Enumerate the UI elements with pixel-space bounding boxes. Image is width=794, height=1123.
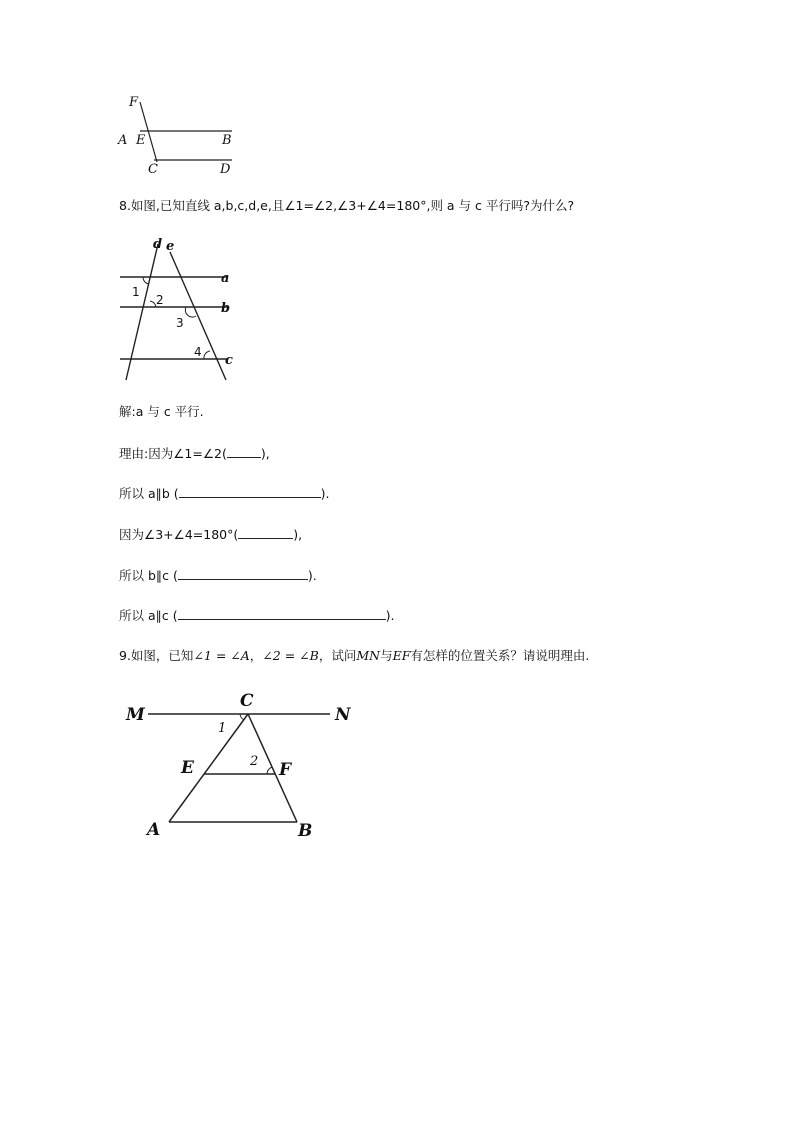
label-c: C — [240, 691, 254, 711]
label-b: b — [221, 301, 231, 316]
blank-3[interactable] — [238, 526, 293, 539]
figure-parallel-lines-ab-cd — [110, 90, 250, 185]
angle-2-label: 2 — [156, 293, 164, 307]
q9-part-c: ， — [249, 648, 263, 663]
q9-part-a: 9.如图，已知 — [119, 648, 194, 663]
reason-line-2 — [119, 485, 330, 502]
q9-part-e: ，试问 — [318, 648, 357, 663]
answer-line: 解:a 与 c 平行. — [119, 404, 204, 419]
q9-part-h: EF — [392, 648, 411, 663]
blank-4[interactable] — [178, 567, 308, 580]
reason-5-suffix: ). — [385, 608, 395, 623]
reason-2-suffix: ). — [320, 486, 330, 501]
angle-2-label: 2 — [250, 754, 259, 769]
q9-part-i: 有怎样的位置关系？请说明理由. — [410, 648, 590, 663]
line-fc — [140, 102, 157, 162]
reason-line-5 — [119, 607, 394, 624]
angle-1-arc — [143, 277, 149, 284]
label-m: M — [126, 705, 145, 725]
reason-4-suffix: ). — [307, 568, 317, 583]
label-c: C — [148, 162, 158, 177]
angle-4-label: 4 — [194, 345, 202, 359]
label-b: B — [298, 821, 313, 841]
label-a: A — [118, 133, 128, 148]
label-b: B — [222, 133, 232, 148]
angle-2-arc — [267, 767, 272, 774]
reason-1-suffix: ), — [260, 446, 270, 461]
figure-triangle-mn — [120, 685, 370, 845]
label-n: N — [335, 705, 351, 725]
label-d: D — [220, 162, 231, 177]
question-9-text — [119, 648, 589, 664]
reason-line-3 — [119, 526, 302, 543]
q9-part-b: ∠1 = ∠A — [193, 648, 250, 663]
blank-2[interactable] — [179, 485, 321, 498]
label-e: E — [181, 758, 194, 778]
reason-1-prefix: 理由:因为∠1=∠2( — [119, 446, 227, 461]
blank-1[interactable] — [227, 445, 261, 458]
reason-3-suffix: ), — [293, 527, 303, 542]
angle-1-label: 1 — [218, 721, 227, 736]
reason-line-4 — [119, 567, 317, 584]
q9-part-d: ∠2 = ∠B — [262, 648, 319, 663]
reason-4-prefix: 所以 b∥c ( — [119, 568, 178, 583]
label-d: d — [153, 237, 163, 252]
question-8-text: 8.如图,已知直线 a,b,c,d,e,且∠1=∠2,∠3+∠4=180°,则 a 与 c 平行吗?为什么? — [119, 198, 575, 213]
label-e: e — [166, 239, 175, 254]
label-a: A — [147, 820, 161, 840]
blank-5[interactable] — [178, 607, 386, 620]
q9-part-f: MN — [356, 648, 381, 663]
angle-3-label: 3 — [176, 316, 184, 330]
angle-4-arc — [204, 351, 210, 359]
angle-1-label: 1 — [132, 285, 140, 299]
label-f: F — [279, 760, 292, 780]
label-f: F — [129, 95, 139, 110]
reason-2-prefix: 所以 a∥b ( — [119, 486, 179, 501]
reason-3-prefix: 因为∠3+∠4=180°( — [119, 527, 239, 542]
figure-five-lines — [110, 232, 250, 384]
angle-1-arc — [240, 714, 244, 720]
reason-5-prefix: 所以 a∥c ( — [119, 608, 178, 623]
label-e: E — [136, 133, 146, 148]
label-a: a — [221, 271, 230, 286]
q9-part-g: 与 — [380, 648, 393, 663]
reason-line-1 — [119, 445, 270, 462]
label-c: c — [225, 353, 233, 368]
